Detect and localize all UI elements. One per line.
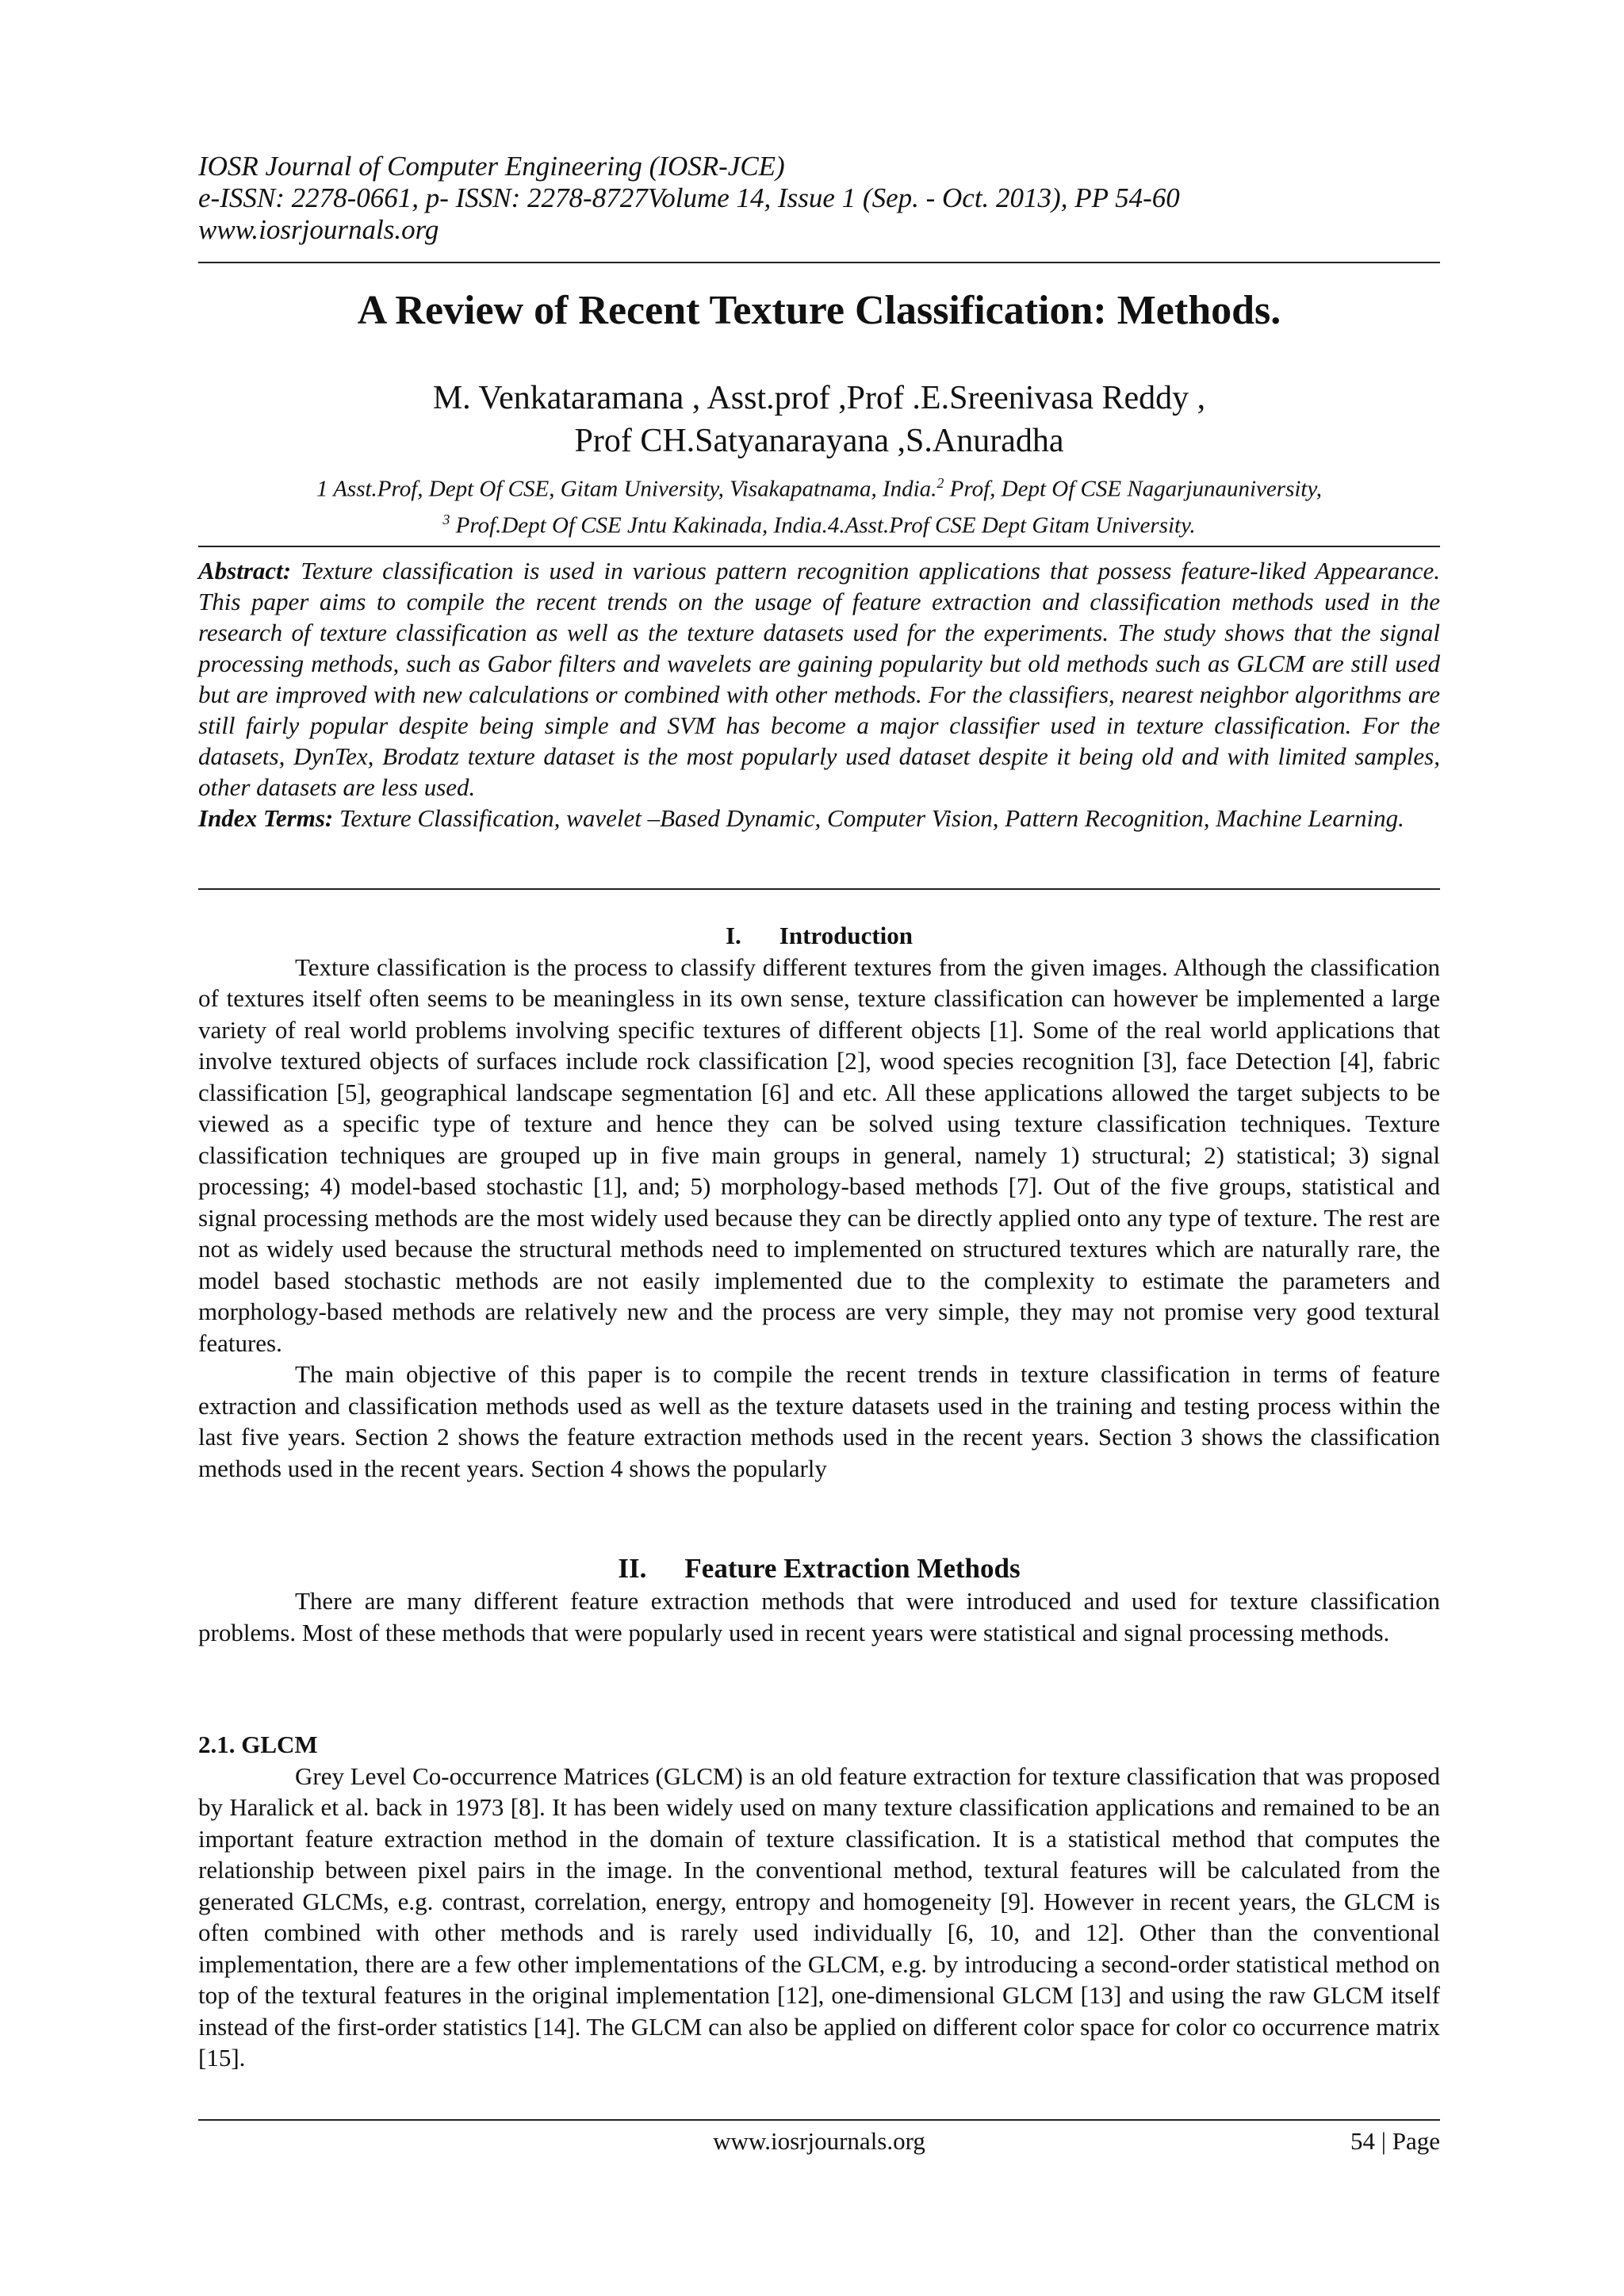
- paper-title: A Review of Recent Texture Classification: Methods.: [357, 288, 1281, 333]
- section-introduction: [198, 920, 1440, 1484]
- abstract-label: Abstract:: [198, 557, 292, 585]
- index-terms-label: Index Terms:: [198, 804, 334, 832]
- abstract: [198, 555, 1440, 834]
- abstract-body: [198, 555, 1440, 803]
- author-line-1: M. Venkataramana , Asst.prof ,Prof .E.Sreenivasa Reddy ,: [432, 380, 1206, 416]
- affiliation-1: 1 Asst.Prof, Dept Of CSE, Gitam University, Visakapatnama, India.: [316, 476, 937, 502]
- intro-paragraph-1: Texture classification is the process to classify different textures from the given images. Although the classification of textures itself often seems to be meaningless in its own sense, texture classification can however be implemented a large variety of real world problems involving specific textures of different objects [1]. Some of the real world applications that involve textured objects of surfaces include rock classification [2], wood species recognition [3], face Detection [4], fabric classification [5], geographical landscape segmentation [6] and etc. All these applications allowed the target subjects to be viewed as a specific type of texture and hence they can be solved using texture classification techniques. Texture classification techniques are grouped up in five main groups in general, namely 1) structural; 2) statistical; 3) signal processing; 4) model-based stochastic [1], and; 5) morphology-based methods [7]. Out of the five groups, statistical and signal processing methods are the most widely used because they can be directly applied onto any type of texture. The rest are not as widely used because the structural methods need to implemented on structured textures which are naturally rare, the model based stochastic methods are not easily implemented due to the complexity to estimate the parameters and morphology-based methods are relatively new and the process are very simple, they may not promise very good textural features.: [198, 953, 1440, 1357]
- journal-url[interactable]: www.iosrjournals.org: [198, 214, 439, 245]
- footer-url[interactable]: www.iosrjournals.org: [713, 2127, 925, 2155]
- subsection-2-1-heading: 2.1. GLCM: [198, 1731, 318, 1758]
- subsection-glcm: [198, 1729, 1440, 2074]
- affiliation-3: Prof.Dept Of CSE Jntu Kakinada, India.4.Asst.Prof CSE Dept Gitam University.: [450, 512, 1196, 539]
- footer-rule: [198, 2119, 1440, 2121]
- section-2-heading: [198, 1552, 1440, 1585]
- author-list: [198, 377, 1440, 462]
- affiliation-line-1: [198, 468, 1440, 504]
- journal-name: IOSR Journal of Computer Engineering (IOSR-JCE): [198, 151, 785, 182]
- index-terms-text: Texture Classification, wavelet –Based Dynamic, Computer Vision, Pattern Recognition, Machine Learning.: [333, 804, 1404, 832]
- index-terms: [198, 803, 1440, 834]
- journal-header: [198, 151, 1440, 246]
- intro-paragraph-2: The main objective of this paper is to compile the recent trends in texture classification in terms of feature extraction and classification methods used as well as the texture datasets used in the training and testing process within the last five years. Section 2 shows the feature extraction methods used in the recent years. Section 3 shows the classification methods used in the recent years. Section 4 shows the popularly: [198, 1360, 1440, 1482]
- abstract-text: Texture classification is used in various pattern recognition applications that possess feature-liked Appearance. This paper aims to compile the recent trends on the usage of feature extraction and classification methods used in the research of texture classification as well as the texture datasets used for the experiments. The study shows that the signal processing methods, such as Gabor filters and wavelets are gaining popularity but old methods such as GLCM are still used but are improved with new calculations or combined with other methods. For the classifiers, nearest neighbor algorithms are still fairly popular despite being simple and SVM has become a major classifier used in texture classification. For the datasets, DynTex, Brodatz texture dataset is the most popularly used dataset despite it being old and with limited samples, other datasets are less used.: [198, 557, 1440, 801]
- page-number: 54 | Page: [1350, 2127, 1440, 2155]
- section-1-title: Introduction: [779, 922, 914, 949]
- affiliation-line-2: [198, 504, 1440, 541]
- abstract-bottom-rule: [198, 888, 1440, 890]
- affiliation-3-mark: 3: [442, 511, 450, 527]
- header-rule: [198, 262, 1440, 263]
- glcm-paragraph: Grey Level Co-occurrence Matrices (GLCM) is an old feature extraction for texture classification that was proposed by Haralick et al. back in 1973 [8]. It has been widely used on many texture classification applications and remained to be an important feature extraction method in the domain of texture classification. It is a statistical method that computes the relationship between pixel pairs in the image. In the conventional method, textural features will be calculated from the generated GLCMs, e.g. contrast, correlation, energy, entropy and homogeneity [9]. However in recent years, the GLCM is often combined with other methods and is rarely used individually [6, 10, and 12]. Other than the conventional implementation, there are a few other implementations of the GLCM, e.g. by introducing a second-order statistical method on top of the textural features in the original implementation [12], one-dimensional GLCM [13] and using the raw GLCM itself instead of the first-order statistics [14]. The GLCM can also be applied on different color space for color co occurrence matrix [15].: [198, 1761, 1440, 2072]
- section-2-title: Feature Extraction Methods: [684, 1553, 1021, 1584]
- affiliation-2: Prof, Dept Of CSE Nagarjunauniversity,: [944, 476, 1323, 502]
- feature-extraction-paragraph: There are many different feature extraction methods that were introduced and used for texture classification problems. Most of these methods that were popularly used in recent years were statistical and signal processing methods.: [198, 1587, 1440, 1646]
- section-1-heading: [198, 920, 1440, 952]
- author-line-2: Prof CH.Satyanarayana ,S.Anuradha: [574, 423, 1064, 459]
- affiliation-2-mark: 2: [936, 475, 944, 491]
- section-feature-extraction: [198, 1552, 1440, 1648]
- affiliations: [198, 468, 1440, 540]
- section-2-number: II.: [618, 1553, 647, 1584]
- journal-issn: e-ISSN: 2278-0661, p- ISSN: 2278-8727Volume 14, Issue 1 (Sep. - Oct. 2013), PP 54-60: [198, 182, 1180, 213]
- abstract-top-rule: [198, 546, 1440, 547]
- section-1-number: I.: [725, 922, 741, 949]
